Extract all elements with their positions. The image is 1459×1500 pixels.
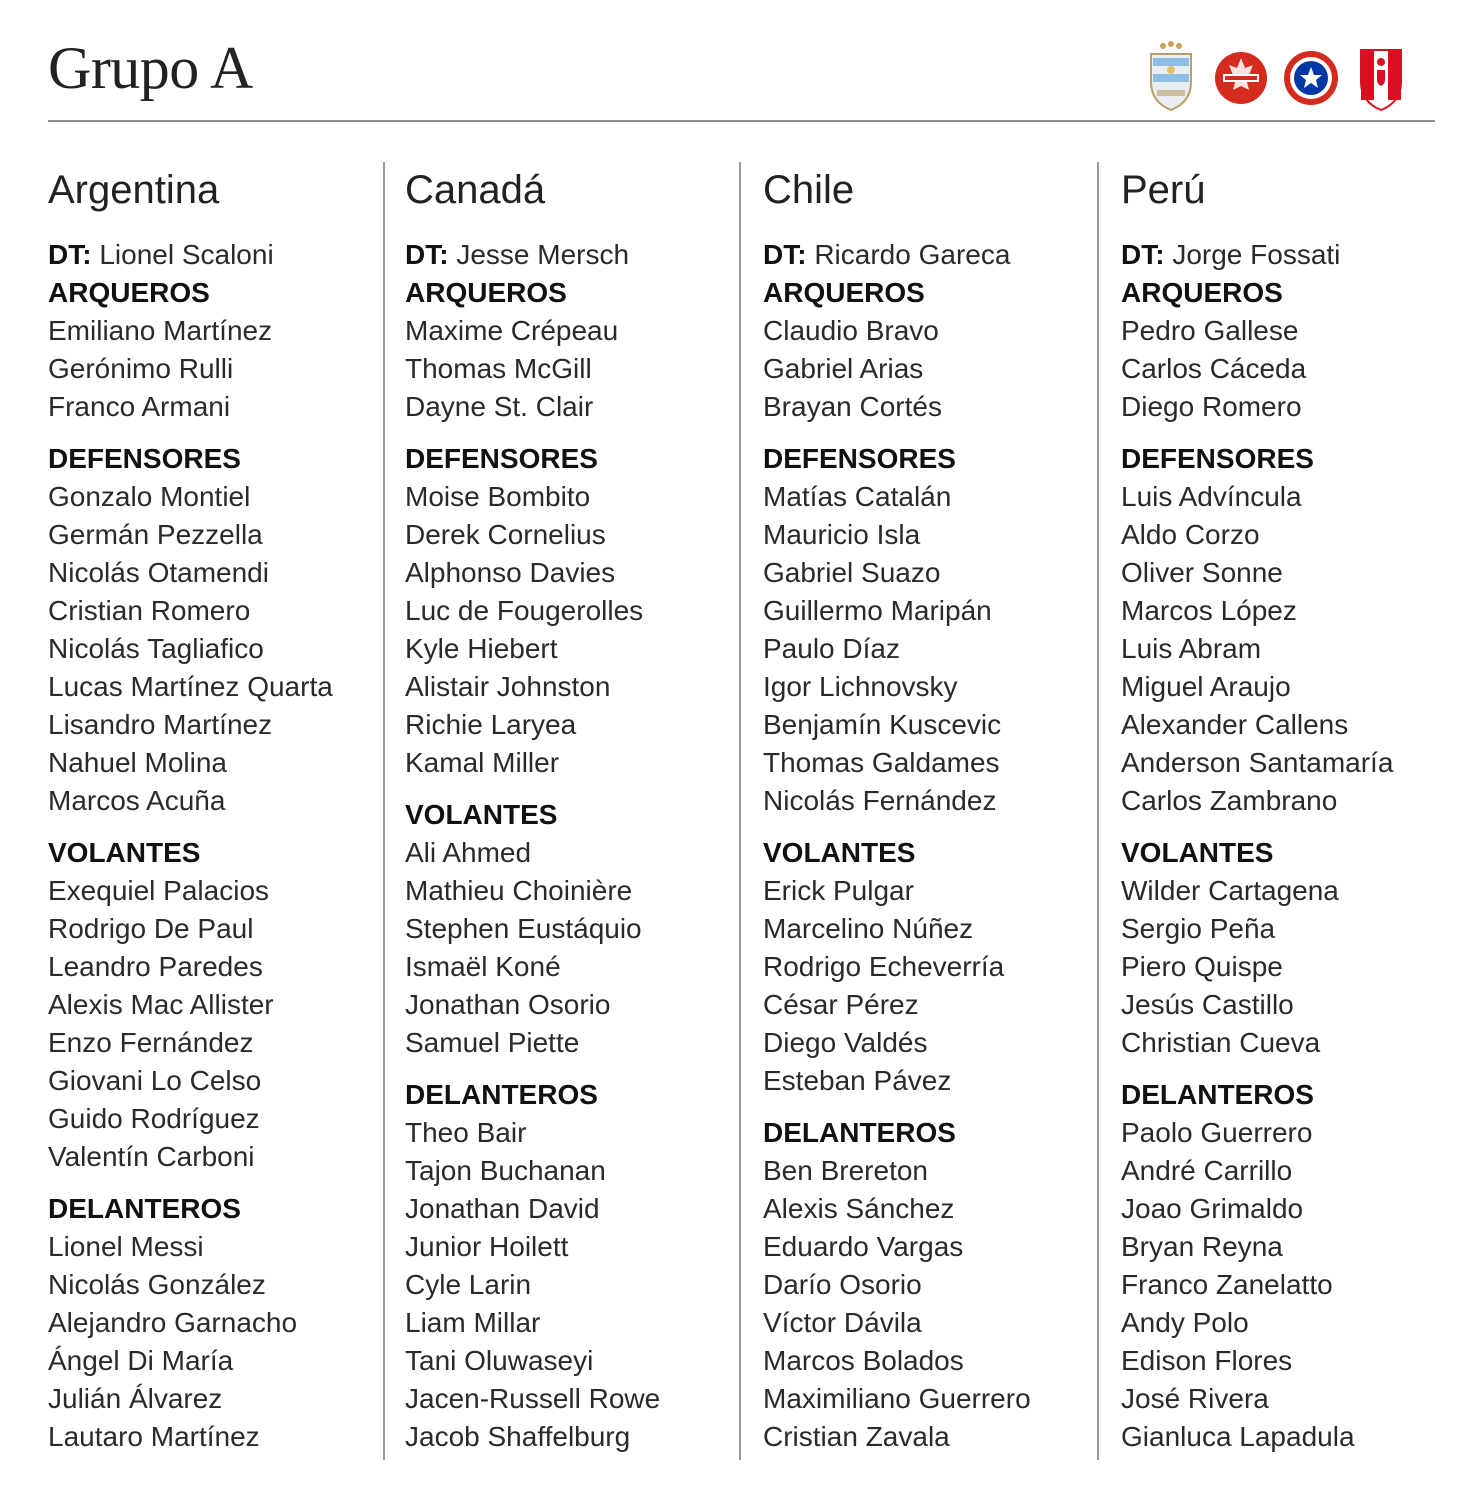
player-name: Alistair Johnston [405, 671, 611, 702]
player-name: Diego Romero [1121, 391, 1302, 422]
player-name: Jonathan Osorio [405, 989, 611, 1020]
player-name: José Rivera [1121, 1383, 1269, 1414]
chile-crest-icon [1281, 40, 1341, 112]
position-section [48, 834, 378, 1176]
player-list [48, 478, 378, 820]
team-column-chile [763, 160, 1093, 1456]
player-name: Gonzalo Montiel [48, 481, 251, 512]
position-section [1121, 440, 1451, 820]
player-name: Exequiel Palacios [48, 875, 270, 906]
player-name: Cristian Romero [48, 595, 251, 626]
player-name: Mathieu Choinière [405, 875, 633, 906]
player-name: Guido Rodríguez [48, 1103, 260, 1134]
player-name: Tajon Buchanan [405, 1155, 606, 1186]
player-name: Cristian Zavala [763, 1421, 950, 1452]
player-name: Edison Flores [1121, 1345, 1293, 1376]
player-name: Enzo Fernández [48, 1027, 254, 1058]
position-section [405, 1076, 735, 1456]
player-name: Paulo Díaz [763, 633, 900, 664]
player-name: Ben Brereton [763, 1155, 928, 1186]
player-name: Franco Armani [48, 391, 231, 422]
position-section [405, 796, 735, 1062]
header [48, 28, 1435, 120]
player-name: Alexis Mac Allister [48, 989, 274, 1020]
player-name: Jonathan David [405, 1193, 600, 1224]
player-name: Igor Lichnovsky [763, 671, 958, 702]
player-name: Lisandro Martínez [48, 709, 273, 740]
player-name: Alphonso Davies [405, 557, 616, 588]
player-name: Rodrigo De Paul [48, 913, 254, 944]
coach-line [405, 236, 735, 274]
coach-name: Jesse Mersch [456, 239, 630, 270]
section-title: ARQUEROS [1121, 277, 1283, 308]
player-name: Maxime Crépeau [405, 315, 619, 346]
position-section [763, 440, 1093, 820]
position-section [1121, 274, 1451, 426]
section-title: DEFENSORES [48, 443, 241, 474]
player-list [1121, 312, 1451, 426]
player-name: Joao Grimaldo [1121, 1193, 1304, 1224]
player-name: Nahuel Molina [48, 747, 227, 778]
player-name: Guillermo Maripán [763, 595, 992, 626]
player-name: Lionel Messi [48, 1231, 204, 1262]
player-name: Lautaro Martínez [48, 1421, 260, 1452]
player-name: Aldo Corzo [1121, 519, 1260, 550]
player-name: Richie Laryea [405, 709, 577, 740]
team-column-peru [1121, 160, 1451, 1456]
coach-line [763, 236, 1093, 274]
player-name: Marcos López [1121, 595, 1297, 626]
team-column-argentina [48, 160, 378, 1456]
player-name: Nicolás González [48, 1269, 266, 1300]
player-name: Oliver Sonne [1121, 557, 1283, 588]
player-name: Jacen-Russell Rowe [405, 1383, 661, 1414]
column-divider [739, 162, 741, 1460]
player-name: Liam Millar [405, 1307, 541, 1338]
player-name: Jesús Castillo [1121, 989, 1294, 1020]
player-name: Mauricio Isla [763, 519, 921, 550]
coach-label: DT: [763, 239, 807, 270]
player-name: Christian Cueva [1121, 1027, 1321, 1058]
player-name: Gabriel Arias [763, 353, 924, 384]
player-list [763, 312, 1093, 426]
player-name: Moise Bombito [405, 481, 591, 512]
player-list [48, 312, 378, 426]
position-section [48, 440, 378, 820]
player-name: Nicolás Otamendi [48, 557, 269, 588]
player-name: Marcelino Núñez [763, 913, 974, 944]
position-section [48, 274, 378, 426]
player-name: Bryan Reyna [1121, 1231, 1283, 1262]
coach-name: Ricardo Gareca [814, 239, 1011, 270]
player-name: Cyle Larin [405, 1269, 532, 1300]
player-name: Pedro Gallese [1121, 315, 1299, 346]
player-name: Lucas Martínez Quarta [48, 671, 333, 702]
section-title: DELANTEROS [405, 1079, 598, 1110]
player-name: Carlos Zambrano [1121, 785, 1338, 816]
section-title: ARQUEROS [405, 277, 567, 308]
coach-label: DT: [48, 239, 92, 270]
section-title: DEFENSORES [763, 443, 956, 474]
player-name: Brayan Cortés [763, 391, 942, 422]
player-name: Diego Valdés [763, 1027, 928, 1058]
section-title: ARQUEROS [763, 277, 925, 308]
player-name: Luis Advíncula [1121, 481, 1302, 512]
player-name: Kamal Miller [405, 747, 560, 778]
player-name: Víctor Dávila [763, 1307, 922, 1338]
player-name: Leandro Paredes [48, 951, 263, 982]
player-name: Benjamín Kuscevic [763, 709, 1002, 740]
player-name: Derek Cornelius [405, 519, 606, 550]
section-title: DELANTEROS [763, 1117, 956, 1148]
coach-line [1121, 236, 1451, 274]
player-name: Emiliano Martínez [48, 315, 273, 346]
team-name: Chile [763, 168, 855, 212]
player-list [763, 478, 1093, 820]
section-title: VOLANTES [405, 799, 558, 830]
player-name: Claudio Bravo [763, 315, 939, 346]
player-name: Darío Osorio [763, 1269, 922, 1300]
player-name: Maximiliano Guerrero [763, 1383, 1031, 1414]
section-title: DEFENSORES [1121, 443, 1314, 474]
position-section [405, 274, 735, 426]
section-title: ARQUEROS [48, 277, 210, 308]
team-name: Canadá [405, 168, 546, 212]
player-name: Kyle Hiebert [405, 633, 558, 664]
player-name: Luis Abram [1121, 633, 1262, 664]
position-section [1121, 1076, 1451, 1456]
player-name: Marcos Bolados [763, 1345, 964, 1376]
team-name: Perú [1121, 168, 1206, 212]
player-name: Alexander Callens [1121, 709, 1349, 740]
player-name: Nicolás Fernández [763, 785, 997, 816]
section-title: DEFENSORES [405, 443, 598, 474]
position-section [48, 1190, 378, 1456]
position-section [763, 274, 1093, 426]
coach-line [48, 236, 378, 274]
player-name: Anderson Santamaría [1121, 747, 1394, 778]
column-divider [383, 162, 385, 1460]
player-name: Matías Catalán [763, 481, 952, 512]
player-list [1121, 872, 1451, 1062]
player-name: Stephen Eustáquio [405, 913, 642, 944]
player-name: Alejandro Garnacho [48, 1307, 298, 1338]
player-name: Tani Oluwaseyi [405, 1345, 594, 1376]
argentina-afa-crest-icon [1141, 40, 1201, 112]
peru-crest-icon [1351, 40, 1411, 112]
player-name: Nicolás Tagliafico [48, 633, 264, 664]
player-name: Dayne St. Clair [405, 391, 594, 422]
player-name: Thomas Galdames [763, 747, 1000, 778]
player-name: Samuel Piette [405, 1027, 580, 1058]
position-section [763, 1114, 1093, 1456]
coach-name: Jorge Fossati [1172, 239, 1341, 270]
canada-soccer-crest-icon [1211, 40, 1271, 112]
team-crests [1141, 40, 1411, 112]
title-rule [48, 120, 1435, 122]
section-title: VOLANTES [763, 837, 916, 868]
player-name: Gerónimo Rulli [48, 353, 234, 384]
team-name: Argentina [48, 168, 220, 212]
player-name: César Pérez [763, 989, 919, 1020]
section-title: DELANTEROS [1121, 1079, 1314, 1110]
player-name: Piero Quispe [1121, 951, 1283, 982]
position-section [763, 834, 1093, 1100]
player-list [1121, 478, 1451, 820]
player-name: Andy Polo [1121, 1307, 1249, 1338]
player-name: Luc de Fougerolles [405, 595, 644, 626]
coach-label: DT: [405, 239, 449, 270]
player-list [763, 1152, 1093, 1456]
player-list [405, 478, 735, 782]
section-title: VOLANTES [48, 837, 201, 868]
column-divider [1097, 162, 1099, 1460]
section-title: DELANTEROS [48, 1193, 241, 1224]
player-name: Theo Bair [405, 1117, 527, 1148]
player-name: Valentín Carboni [48, 1141, 255, 1172]
player-name: Miguel Araujo [1121, 671, 1291, 702]
coach-name: Lionel Scaloni [99, 239, 274, 270]
player-list [405, 1114, 735, 1456]
player-name: Esteban Pávez [763, 1065, 952, 1096]
player-name: Wilder Cartagena [1121, 875, 1339, 906]
player-name: Eduardo Vargas [763, 1231, 964, 1262]
player-name: Giovani Lo Celso [48, 1065, 262, 1096]
player-name: Junior Hoilett [405, 1231, 569, 1262]
player-name: Franco Zanelatto [1121, 1269, 1333, 1300]
player-name: Thomas McGill [405, 353, 592, 384]
player-name: Carlos Cáceda [1121, 353, 1307, 384]
section-title: VOLANTES [1121, 837, 1274, 868]
position-section [405, 440, 735, 782]
squad-columns [0, 160, 1459, 1460]
player-list [405, 312, 735, 426]
player-list [405, 834, 735, 1062]
player-name: Germán Pezzella [48, 519, 263, 550]
player-name: Erick Pulgar [763, 875, 914, 906]
team-column-canada [405, 160, 735, 1456]
player-name: Ismaël Koné [405, 951, 561, 982]
player-name: Paolo Guerrero [1121, 1117, 1313, 1148]
page-title: Grupo A [48, 35, 253, 101]
player-name: Alexis Sánchez [763, 1193, 955, 1224]
player-name: Ali Ahmed [405, 837, 532, 868]
player-list [48, 872, 378, 1176]
player-list [763, 872, 1093, 1100]
player-name: Ángel Di María [48, 1345, 234, 1376]
player-name: Jacob Shaffelburg [405, 1421, 631, 1452]
coach-label: DT: [1121, 239, 1165, 270]
player-list [1121, 1114, 1451, 1456]
player-name: André Carrillo [1121, 1155, 1293, 1186]
player-name: Rodrigo Echeverría [763, 951, 1005, 982]
player-name: Gabriel Suazo [763, 557, 941, 588]
player-name: Sergio Peña [1121, 913, 1276, 944]
player-name: Gianluca Lapadula [1121, 1421, 1355, 1452]
player-list [48, 1228, 378, 1456]
player-name: Julián Álvarez [48, 1383, 223, 1414]
position-section [1121, 834, 1451, 1062]
player-name: Marcos Acuña [48, 785, 226, 816]
